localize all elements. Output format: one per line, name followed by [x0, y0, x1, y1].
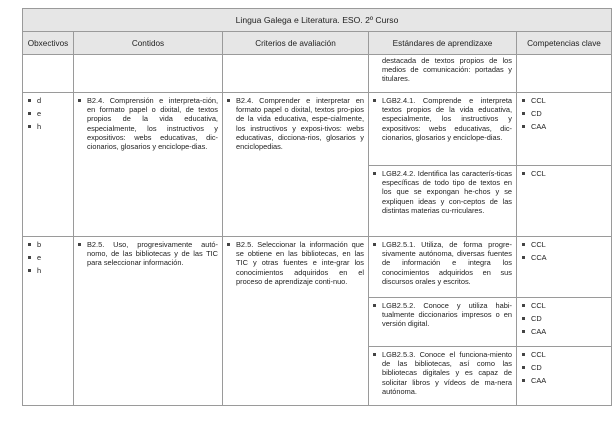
objectives-list: [27, 96, 69, 131]
competency-label: CAA: [531, 327, 547, 336]
continuation-standard-cell: [369, 55, 517, 93]
criteria-item: [227, 96, 364, 151]
objective-label: b: [37, 240, 42, 249]
column-header-competencies: Competencias clave: [517, 32, 612, 55]
continuation-competencies-cell: [517, 55, 612, 93]
objectives-cell: [23, 93, 74, 237]
competency-label: CCL: [531, 169, 546, 178]
competency-label: CCL: [531, 350, 546, 359]
competency-item: [521, 122, 607, 131]
continuation-row: [23, 55, 612, 93]
table-title: Lingua Galega e Literatura. ESO. 2º Curso: [23, 9, 612, 32]
content-text: B2.5. Uso, progresivamente autó-nomo, de las bibliotecas y de las TIC para seleccionar información.: [87, 240, 218, 268]
curriculum-page: [22, 8, 611, 406]
objective-label: e: [37, 253, 42, 262]
competency-item: [521, 240, 607, 249]
standard-cell: [369, 237, 517, 298]
column-header-criteria: Criterios de avaliación: [223, 32, 369, 55]
objective-label: d: [37, 96, 42, 105]
standard-cell: [369, 166, 517, 237]
competency-label: CD: [531, 363, 542, 372]
standard-item: [373, 96, 512, 142]
continuation-criteria-cell: [223, 55, 369, 93]
objective-item: [27, 240, 69, 249]
continuation-objectives-cell: [23, 55, 74, 93]
competency-label: CAA: [531, 376, 547, 385]
competency-item: [521, 350, 607, 359]
objectives-list: [27, 240, 69, 275]
competencies-cell: [517, 237, 612, 298]
continuation-standard-text: destacada de textos propios de los medios de comunicación: portadas y titulares.: [382, 56, 512, 84]
column-header-objectives: Obxectivos: [23, 32, 74, 55]
competency-label: CCL: [531, 96, 546, 105]
standard-cell: [369, 347, 517, 406]
criteria-text: B2.5. Seleccionar la información que se obtiene en las bibliotecas, en las TIC y otras fuentes e inte-grar los conocimientos adquiridos en el proceso de aprendizaje conti-nuo.: [236, 240, 364, 286]
content-item: [78, 96, 218, 151]
competency-item: [521, 314, 607, 323]
header-row: [23, 32, 612, 55]
competencies-list: [521, 96, 607, 131]
standard-cell: [369, 298, 517, 347]
competency-label: CAA: [531, 122, 547, 131]
competencies-list: [521, 301, 607, 336]
competency-item: [521, 253, 607, 262]
competencies-list: [521, 350, 607, 385]
objectives-cell: [23, 237, 74, 406]
standard-item: [373, 240, 512, 286]
table-row: [23, 237, 612, 298]
objective-label: h: [37, 266, 42, 275]
competencies-list: [521, 169, 607, 178]
standard-item: [373, 301, 512, 329]
standard-item: [373, 350, 512, 396]
competency-label: CCL: [531, 240, 546, 249]
competency-item: [521, 327, 607, 336]
competency-item: [521, 109, 607, 118]
competency-label: CD: [531, 109, 542, 118]
competency-label: CD: [531, 314, 542, 323]
competency-item: [521, 96, 607, 105]
standard-text: LGB2.5.2. Conoce y utiliza habi-tualmente diccionarios impresos o en versión digital.: [382, 301, 512, 329]
content-item: [78, 240, 218, 268]
competency-label: CCA: [531, 253, 547, 262]
continuation-contents-cell: [74, 55, 223, 93]
competencies-cell: [517, 298, 612, 347]
competencies-cell: [517, 93, 612, 166]
objective-item: [27, 96, 69, 105]
competency-item: [521, 376, 607, 385]
table-row: [23, 93, 612, 166]
standard-cell: [369, 93, 517, 166]
criteria-item: [227, 240, 364, 286]
objective-label: e: [37, 109, 42, 118]
competency-item: [521, 301, 607, 310]
competencies-cell: [517, 166, 612, 237]
competency-item: [521, 169, 607, 178]
contents-cell: [74, 93, 223, 237]
objective-item: [27, 253, 69, 262]
standard-text: LGB2.4.2. Identifica las caracterís-ticas específicas de todo tipo de textos en los que se expongan he-chos y se expliquen ideas y con-ceptos de las distintas materias cu-rriculares.: [382, 169, 512, 215]
objective-item: [27, 266, 69, 275]
objective-item: [27, 122, 69, 131]
standard-text: LGB2.5.3. Conoce el funciona-miento de las bibliotecas, así como las bibliotecas digitales y es capaz de solicitar libros y vídeos de ma-nera autónoma.: [382, 350, 512, 396]
standard-text: LGB2.4.1. Comprende e interpreta textos propios de la vida educativa, especialmente, los instructivos y expositivos: webs educativas, dic-cionarios, glosarios y enciclope-dias.: [382, 96, 512, 142]
criteria-cell: [223, 237, 369, 406]
curriculum-table: [22, 8, 612, 406]
standard-item: [373, 169, 512, 215]
objective-item: [27, 109, 69, 118]
competencies-list: [521, 240, 607, 262]
content-text: B2.4. Comprensión e interpreta-ción, en formato papel o dixital, de textos propios de la vida educativa, especialmente, los instructivos y expositivos: webs educativas, dic-cionarios, glosarios y enciclope-dias.: [87, 96, 218, 152]
competency-item: [521, 363, 607, 372]
objective-label: h: [37, 122, 42, 131]
criteria-cell: [223, 93, 369, 237]
title-row: [23, 9, 612, 32]
competency-label: CCL: [531, 301, 546, 310]
competencies-cell: [517, 347, 612, 406]
column-header-contents: Contidos: [74, 32, 223, 55]
criteria-text: B2.4. Comprender e interpretar en formato papel o dixital, textos pro-pios de la vida educativa, espe-cialmente, los instructivos y exposi-tivos: webs educativas, dicciona-rios, glosarios y enciclopedias.: [236, 96, 364, 152]
standard-text: LGB2.5.1. Utiliza, de forma progre-sivamente autónoma, diversas fuentes de información e integra los conocimientos adquiridos en sus discursos orales y escritos.: [382, 240, 512, 286]
column-header-standards: Estándares de aprendizaxe: [369, 32, 517, 55]
contents-cell: [74, 237, 223, 406]
